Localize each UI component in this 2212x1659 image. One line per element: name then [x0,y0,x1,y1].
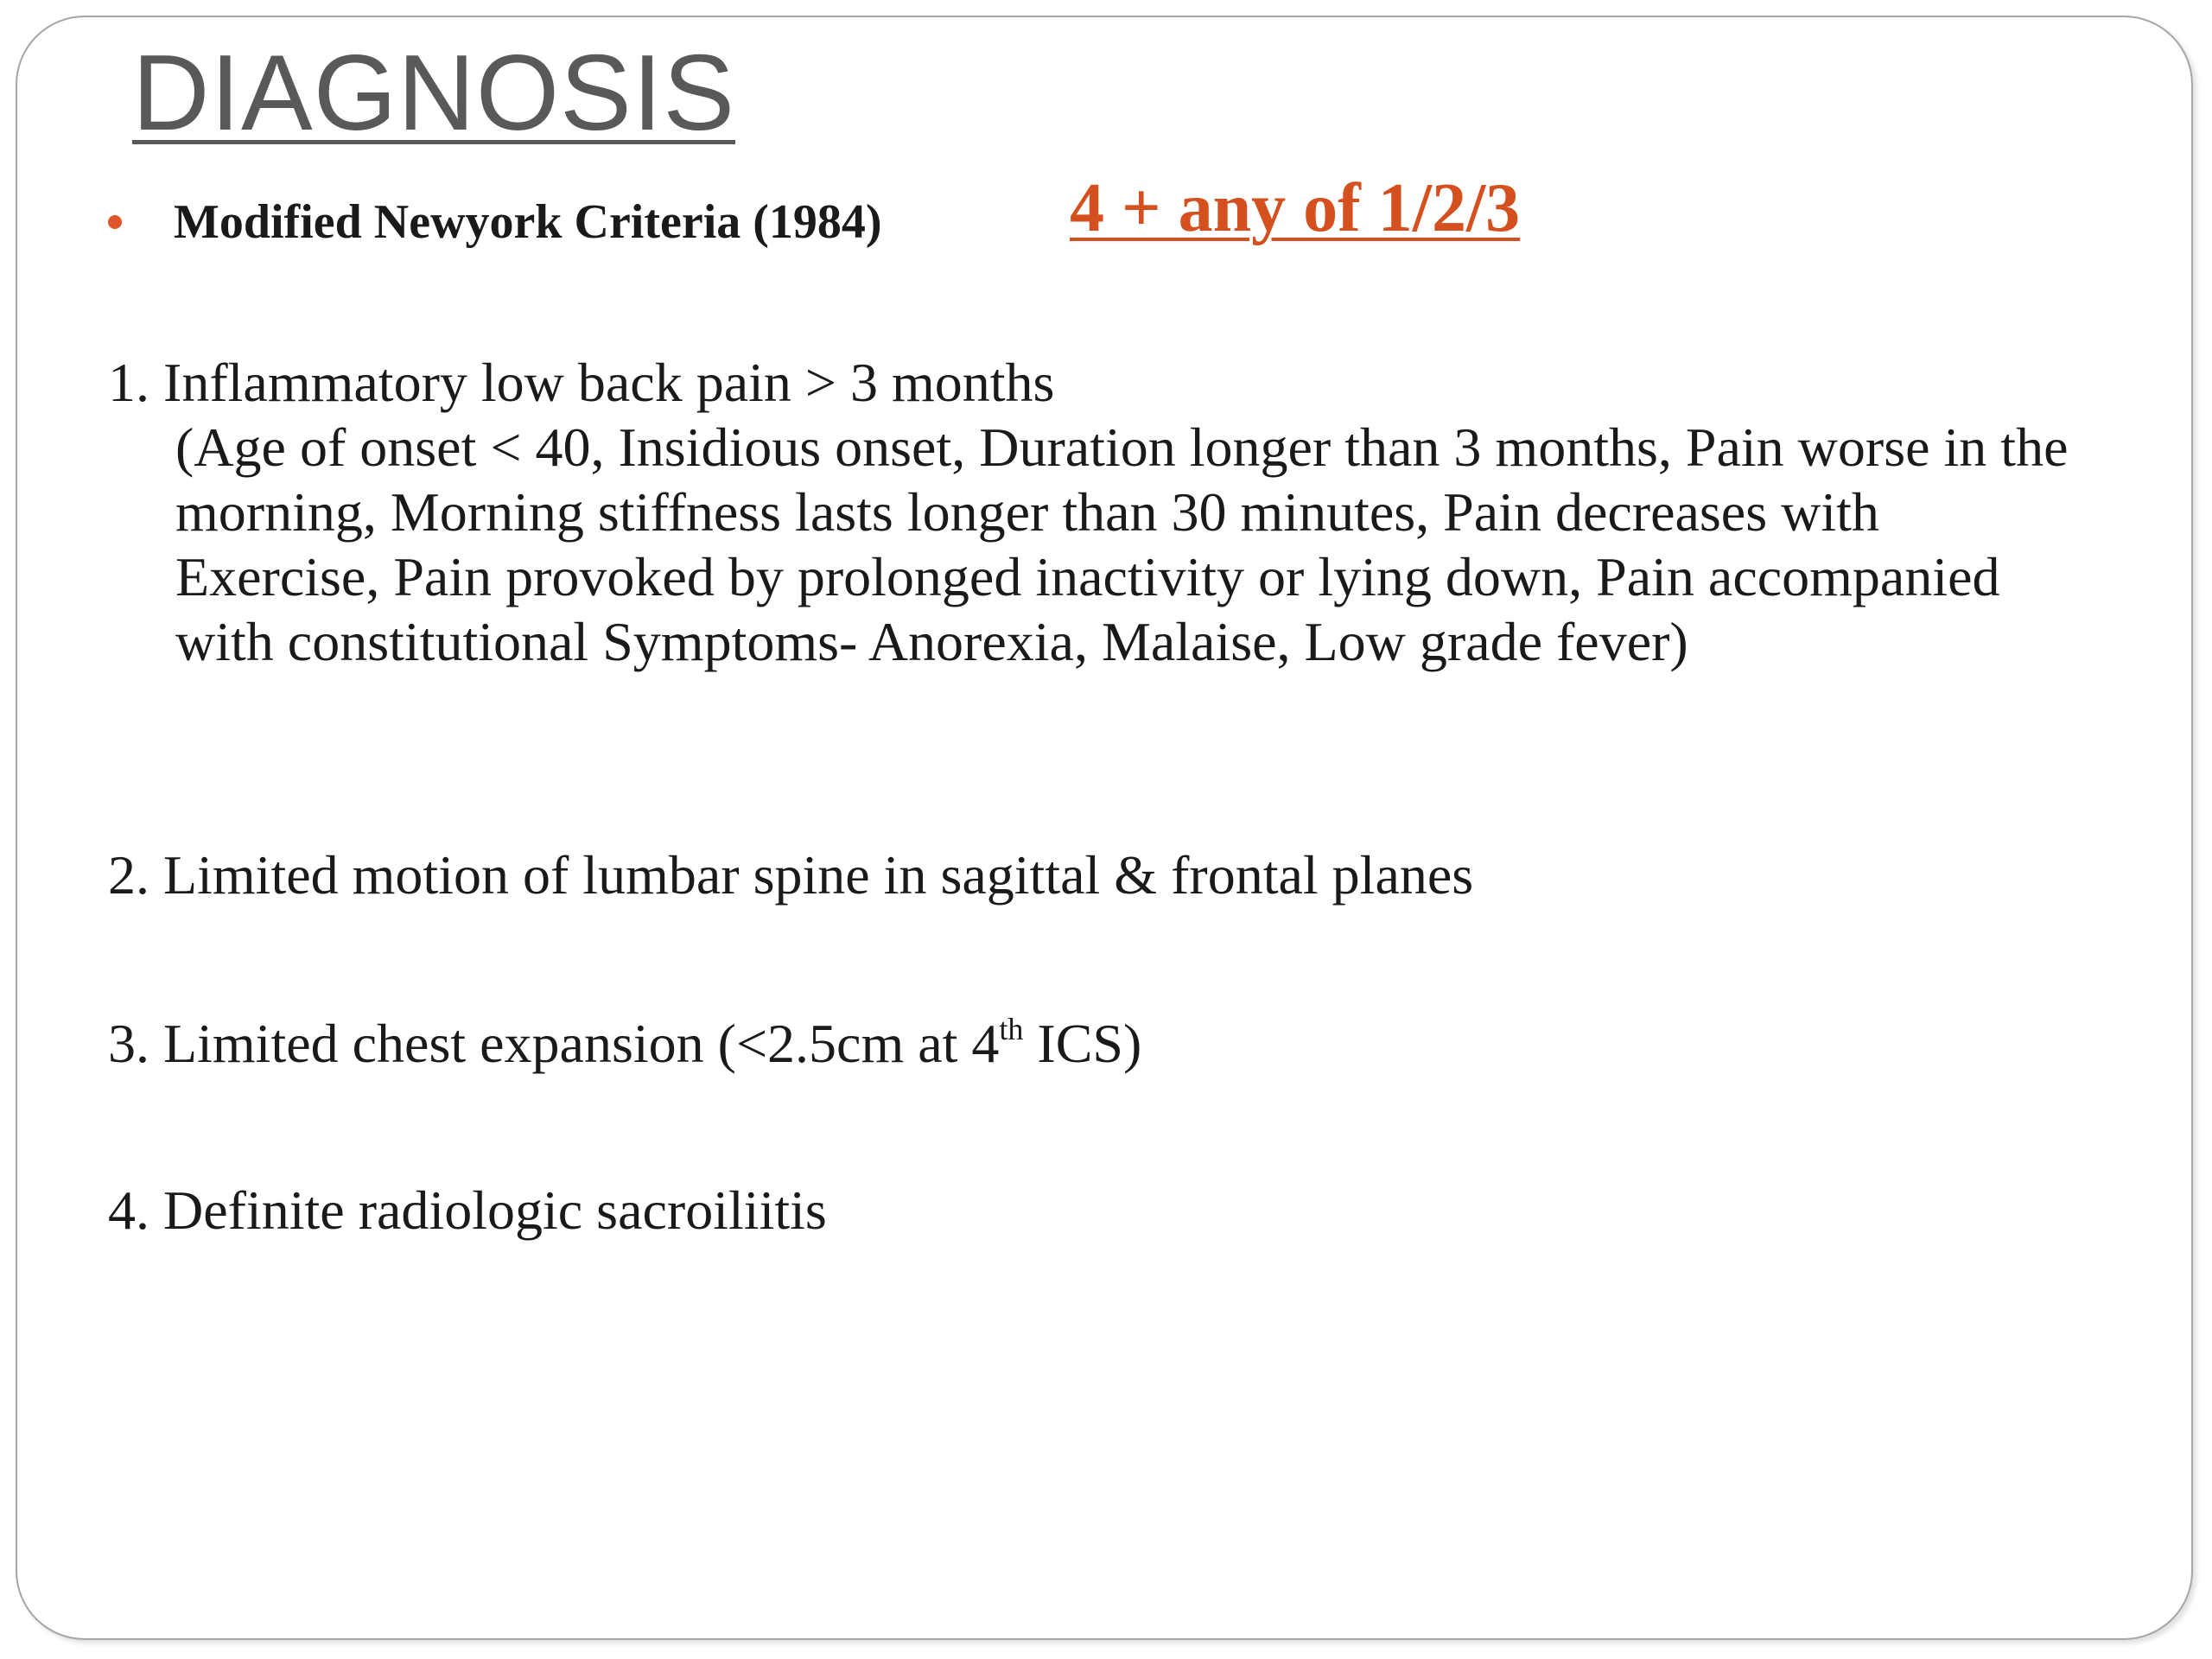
criterion-3-text-end: ICS) [1023,1013,1142,1074]
criterion-1-text: Inflammatory low back pain > 3 months [163,352,1055,413]
criterion-3-number: 3. [108,1013,149,1074]
criterion-1-detail: (Age of onset < 40, Insidious onset, Duration longer than 3 months, Pain worse in the morning, Morning stiffness lasts longer than 30 minutes, Pain decreases with Exercise, Pain provoked by prolonged inactivity or lying down, Pain accompanied with constitutional Symptoms- Anorexia, Malaise, Low grade fever) [175,416,2069,672]
criterion-1-number: 1. [108,352,149,413]
criteria-bullet [108,183,882,261]
criterion-2-text: Limited motion of lumbar spine in sagittal & frontal planes [163,844,1474,906]
criteria-heading: Modified Newyork Criteria (1984) [174,195,882,249]
criterion-4-number: 4. [108,1179,149,1241]
bullet-dot-icon [108,215,122,229]
slide-title: DIAGNOSIS [132,34,736,153]
criterion-3-text: Limited chest expansion (<2.5cm at 4 [163,1013,1000,1074]
criterion-1-line [108,350,2087,415]
criterion-3-superscript: th [999,1012,1024,1046]
criterion-2-number: 2. [108,844,149,906]
criterion-3-line [108,1011,2087,1076]
criterion-4-line [108,1178,2087,1243]
criterion-4 [108,1178,2087,1243]
diagnosis-rule: 4 + any of 1/2/3 [1070,170,1521,246]
criterion-4-text: Definite radiologic sacroiliitis [163,1179,827,1241]
criterion-2-line [108,842,2087,907]
criterion-2 [108,842,2087,907]
criterion-1 [108,350,2087,674]
criterion-3 [108,1011,2087,1076]
